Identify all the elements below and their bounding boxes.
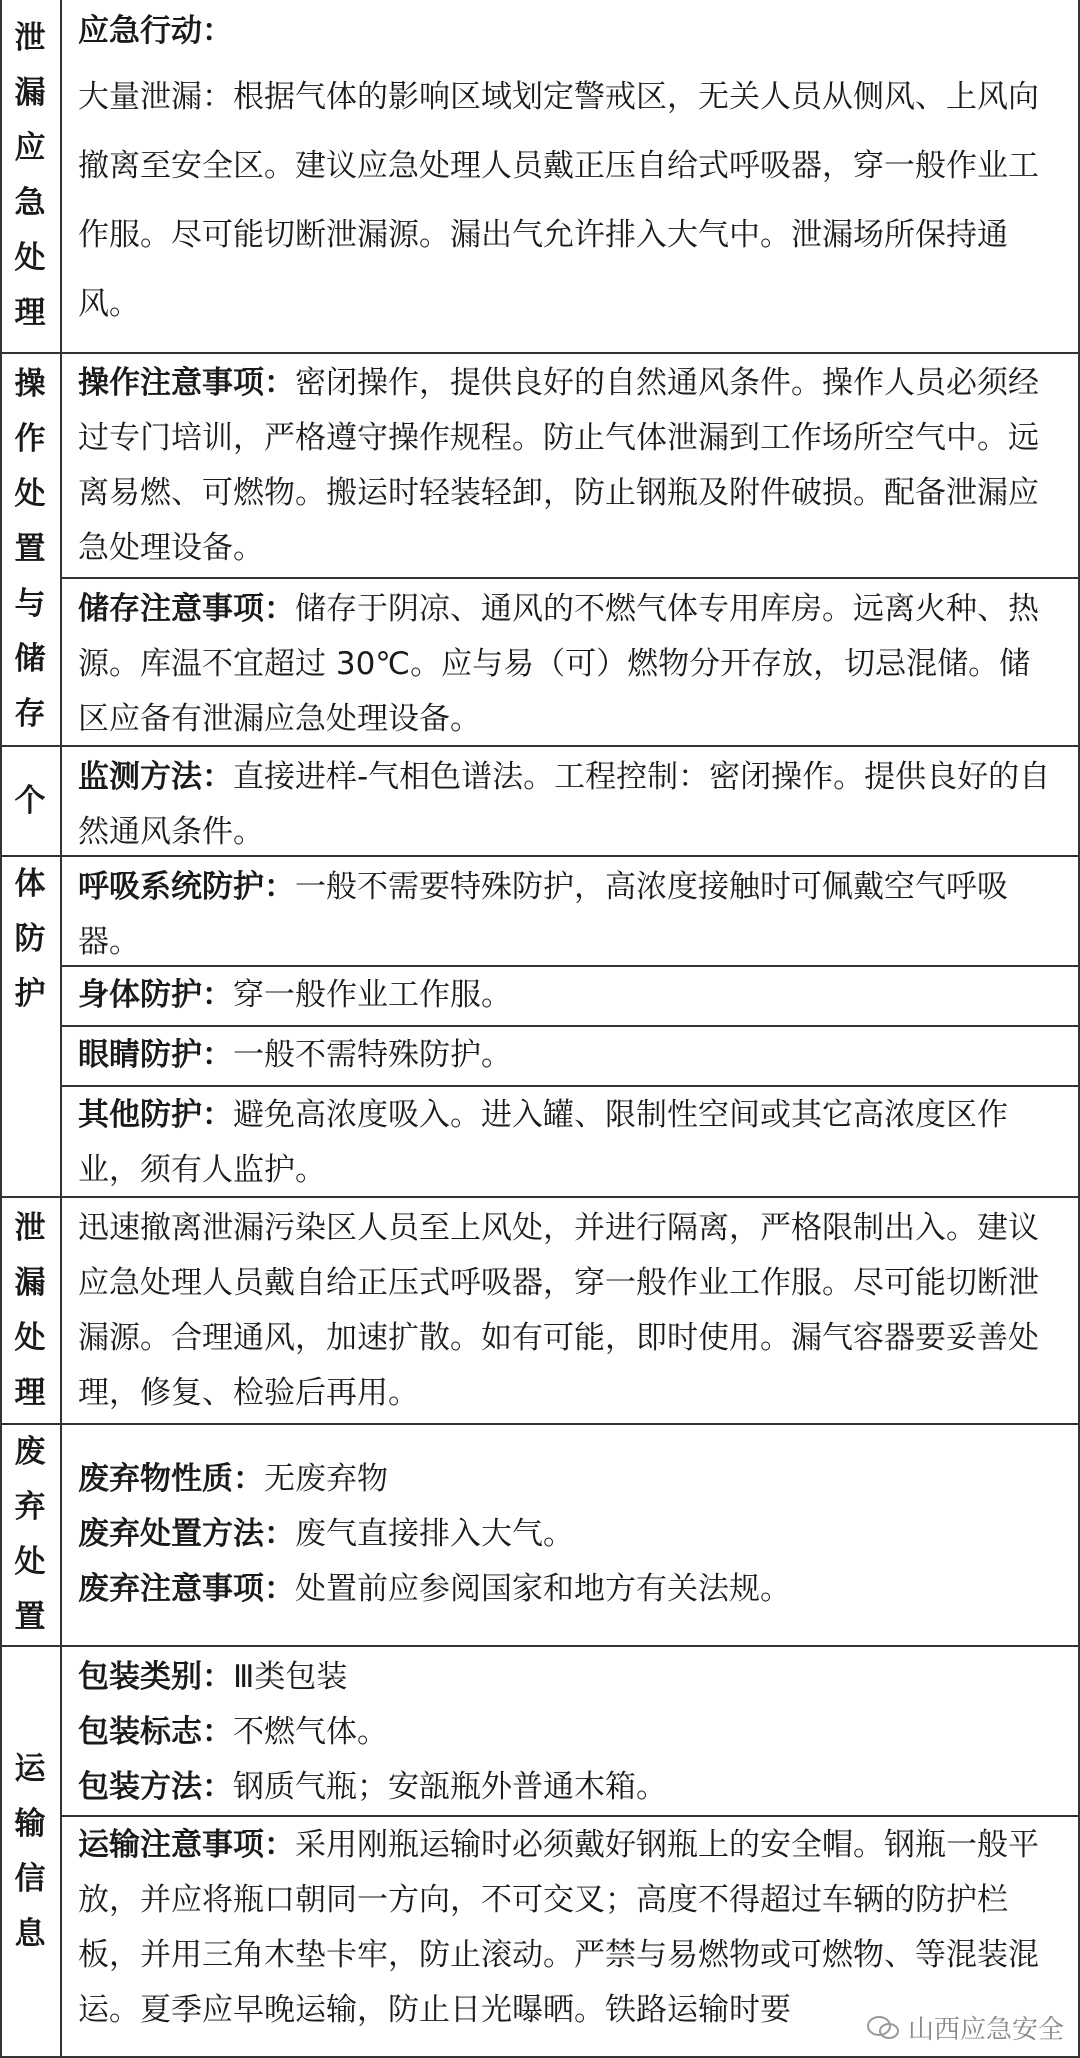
side-char: 防 — [14, 921, 46, 957]
respiratory-cell — [78, 860, 1053, 970]
side-char: 体 — [14, 866, 46, 902]
side-char: 废 — [14, 1434, 46, 1470]
section-label-spill-emergency — [0, 0, 60, 352]
side-char: 应 — [14, 130, 46, 166]
emergency-action-cell — [78, 4, 1053, 339]
transport-notes-cell — [78, 1818, 1053, 2038]
storage-notes-text: 储存于阴凉、通风的不燃气体专用库房。远离火种、热源。库温不宜超过 30℃。应与易（可）燃物分开存放，切忌混储。储区应备有泄漏应急处理设备。 — [78, 591, 1039, 737]
side-char: 置 — [14, 531, 46, 567]
watermark — [860, 2009, 1070, 2046]
disposal-method-label: 废弃处置方法： — [78, 1516, 295, 1552]
eye-protection-cell — [78, 1028, 1053, 1083]
watermark-text: 山西应急安全 — [907, 2015, 1064, 2045]
emergency-action-text: 大量泄漏：根据气体的影响区域划定警戒区，无关人员从侧风、上风向撤离至安全区。建议应急处理人员戴正压自给式呼吸器，穿一般作业工作服。尽可能切断泄漏源。漏出气允许排入大气中。泄漏场所保持通风。 — [78, 79, 1039, 322]
monitoring-cell — [78, 750, 1053, 860]
row-divider — [60, 1025, 1080, 1027]
side-char: 理 — [14, 1374, 46, 1411]
respiratory-label: 呼吸系统防护： — [78, 869, 295, 905]
section-label-transport — [0, 1647, 60, 2057]
emergency-action-title: 应急行动： — [78, 13, 233, 49]
side-char: 与 — [14, 586, 46, 622]
package-class-label: 包装类别： — [78, 1659, 233, 1695]
body-protection-label: 身体防护： — [78, 977, 233, 1013]
side-char: 置 — [14, 1599, 46, 1635]
row-divider — [60, 577, 1080, 579]
package-class-text: Ⅲ类包装 — [233, 1659, 348, 1695]
side-char: 漏 — [14, 1264, 46, 1301]
side-char: 处 — [14, 1319, 46, 1356]
side-char: 处 — [14, 1544, 46, 1580]
side-char: 操 — [14, 366, 46, 402]
monitoring-text: 直接进样-气相色谱法。工程控制：密闭操作。提供良好的自然通风条件。 — [78, 759, 1051, 850]
section-label-spill-handling — [0, 1198, 60, 1423]
other-protection-cell — [78, 1088, 1053, 1198]
eye-protection-label: 眼睛防护： — [78, 1037, 233, 1073]
side-char: 泄 — [14, 1209, 46, 1246]
respiratory-text: 一般不需要特殊防护，高浓度接触时可佩戴空气呼吸器。 — [78, 869, 1008, 960]
waste-nature-label: 废弃物性质： — [78, 1461, 264, 1497]
disposal-cell — [78, 1452, 1053, 1617]
side-char: 泄 — [14, 20, 46, 56]
side-char: 护 — [14, 976, 46, 1012]
table-column-divider — [60, 0, 62, 2058]
side-char: 理 — [14, 295, 46, 331]
side-char: 存 — [14, 696, 46, 732]
section-label-personal-2 — [0, 857, 60, 1047]
disposal-method-text: 废气直接排入大气。 — [295, 1516, 574, 1552]
section-label-personal-1 — [0, 747, 60, 855]
transport-notes-label: 运输注意事项： — [78, 1827, 295, 1863]
package-method-text: 钢质气瓶；安瓿瓶外普通木箱。 — [233, 1769, 667, 1805]
eye-protection-text: 一般不需特殊防护。 — [233, 1037, 512, 1073]
side-char: 处 — [14, 240, 46, 276]
disposal-note-label: 废弃注意事项： — [78, 1571, 295, 1607]
waste-nature-text: 无废弃物 — [264, 1461, 388, 1497]
side-char: 处 — [14, 476, 46, 512]
wechat-icon — [866, 2015, 900, 2041]
section-divider — [0, 352, 1080, 354]
body-protection-text: 穿一般作业工作服。 — [233, 977, 512, 1013]
side-char: 急 — [14, 185, 46, 221]
row-divider — [60, 1085, 1080, 1087]
other-protection-text: 避免高浓度吸入。进入罐、限制性空间或其它高浓度区作业，须有人监护。 — [78, 1097, 1008, 1188]
operation-notes-label: 操作注意事项： — [78, 365, 295, 401]
package-mark-text: 不燃气体。 — [233, 1714, 388, 1750]
body-protection-cell — [78, 968, 1053, 1023]
side-char: 弃 — [14, 1489, 46, 1525]
section-label-disposal — [0, 1425, 60, 1645]
storage-notes-label: 储存注意事项： — [78, 591, 295, 627]
side-char: 息 — [14, 1916, 46, 1952]
spill-handling-text: 迅速撤离泄漏污染区人员至上风处，并进行隔离，严格限制出入。建议应急处理人员戴自给正压式呼吸器，穿一般作业工作服。尽可能切断泄漏源。合理通风，加速扩散。如有可能，即时使用。漏气容器要妥善处理，修复、检验后再用。 — [78, 1210, 1039, 1411]
side-char: 作 — [14, 421, 46, 457]
section-divider — [0, 1645, 1080, 1647]
transport-notes-text: 采用刚瓶运输时必须戴好钢瓶上的安全帽。钢瓶一般平放，并应将瓶口朝同一方向，不可交叉；高度不得超过车辆的防护栏板，并用三角木垫卡牢，防止滚动。严禁与易燃物或可燃物、等混装混运。夏季应早晚运输，防止日光曝晒。铁路运输时要 — [78, 1827, 1039, 2028]
section-label-handling-storage — [0, 354, 60, 745]
side-char: 个 — [14, 782, 46, 819]
monitoring-label: 监测方法： — [78, 759, 233, 795]
side-char: 信 — [14, 1861, 46, 1897]
other-protection-label: 其他防护： — [78, 1097, 233, 1133]
operation-notes-text: 密闭操作，提供良好的自然通风条件。操作人员必须经过专门培训，严格遵守操作规程。防止气体泄漏到工作场所空气中。远离易燃、可燃物。搬运时轻装轻卸，防止钢瓶及附件破损。配备泄漏应急处理设备。 — [78, 365, 1039, 566]
row-divider — [60, 1815, 1080, 1817]
side-char: 输 — [14, 1806, 46, 1842]
spill-handling-cell — [78, 1201, 1053, 1421]
side-char: 储 — [14, 641, 46, 677]
disposal-note-text: 处置前应参阅国家和地方有关法规。 — [295, 1571, 791, 1607]
storage-notes-cell — [78, 582, 1053, 747]
package-mark-label: 包装标志： — [78, 1714, 233, 1750]
side-char: 漏 — [14, 75, 46, 111]
packaging-cell — [78, 1650, 1053, 1815]
operation-notes-cell — [78, 356, 1053, 576]
package-method-label: 包装方法： — [78, 1769, 233, 1805]
side-char: 运 — [14, 1751, 46, 1787]
section-divider — [0, 1423, 1080, 1425]
